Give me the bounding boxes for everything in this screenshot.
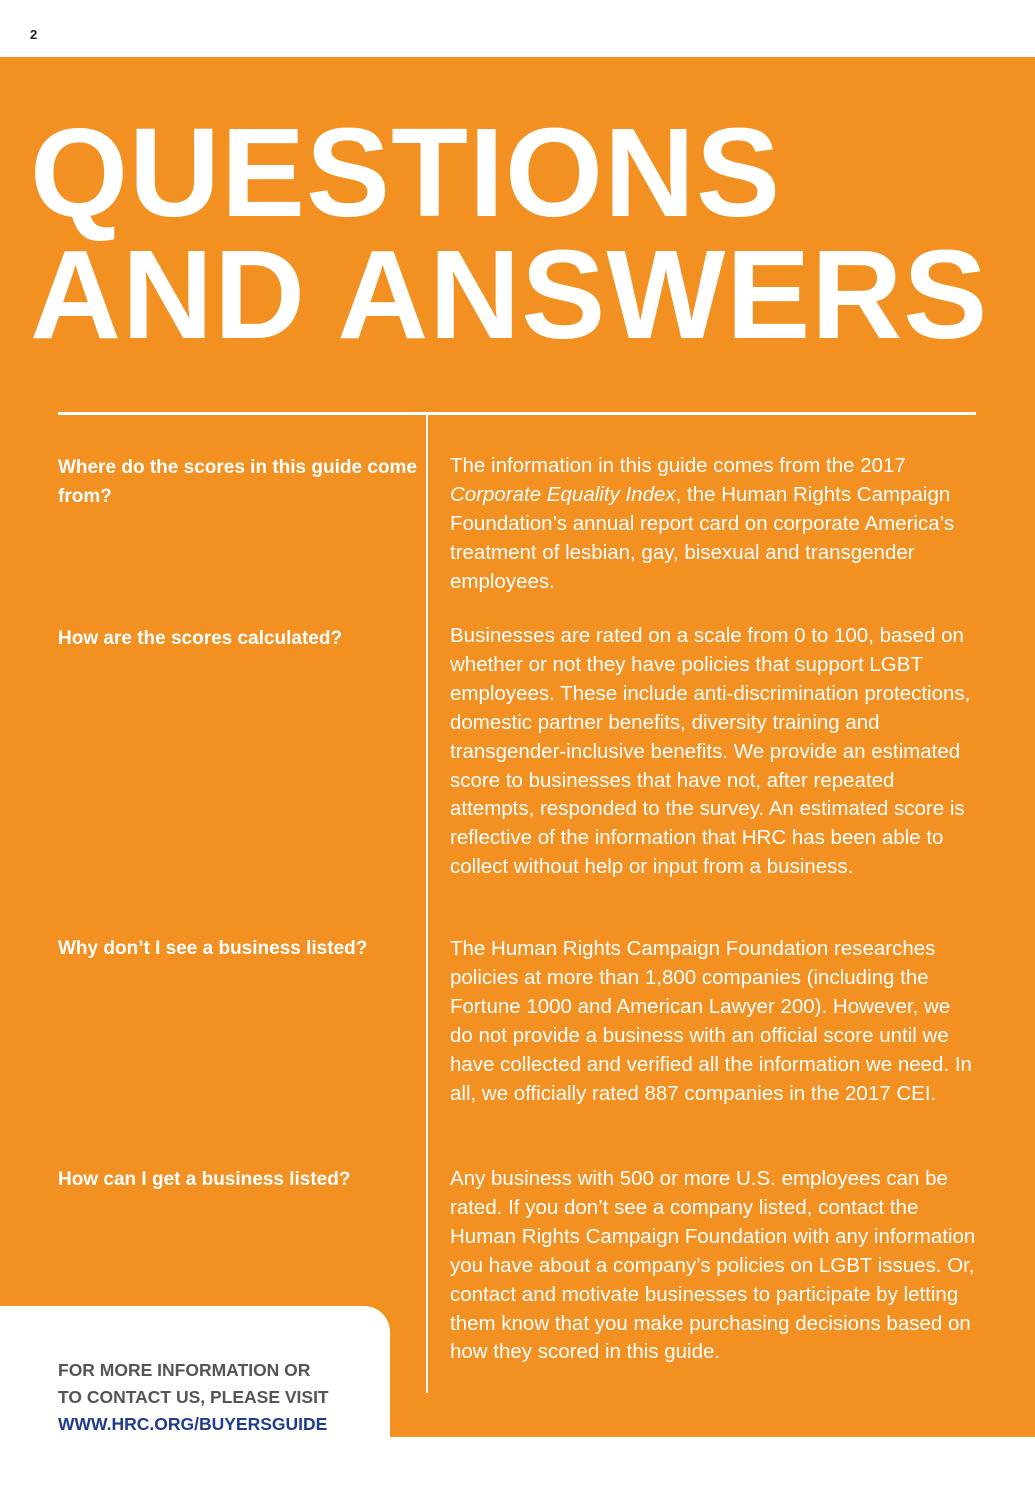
answer-4: Any business with 500 or more U.S. employees can be rated. If you don’t see a company listed, contact the Human Rights Campaign Foundation with any information you have about a company’s policies on LGBT issues. Or, contact and motivate businesses to participate by letting them know that you make purchasing decisions based on how they scored in this guide. — [450, 1167, 976, 1364]
answer-2: Businesses are rated on a scale from 0 to 100, based on whether or not they have policies that support LGBT employees. These include anti-discrimination protections, domestic partner benefits, diversity training and transgender-inclusive benefits. We provide an estimated score to businesses that have not, after repeated attempts, responded to the survey. An estimated score is reflective of the information that HRC has been able to collect without help or input from a business. — [450, 624, 971, 879]
question-2: How are the scores calculated? — [58, 628, 343, 649]
horizontal-divider — [58, 412, 976, 415]
answer-1-italic-title: Corporate Equality Index — [450, 482, 676, 506]
question-1: Where do the scores in this guide come from? — [58, 457, 417, 507]
answer-1-text-b: , the Human Rights Campaign Foundation’s annual report card on corporate America’s treatment of lesbian, gay, bisexual and transgender employees. — [450, 482, 955, 593]
answer-1 — [450, 452, 978, 597]
question-4: How can I get a business listed? — [58, 1169, 351, 1190]
contact-line-1: FOR MORE INFORMATION OR — [58, 1360, 311, 1380]
answer-3: The Human Rights Campaign Foundation researches policies at more than 1,800 companies (including the Fortune 1000 and American Lawyer 200). However, we do not provide a business with an official score until we have collected and verified all the information we need. In all, we officially rated 887 companies in the 2017 CEI. — [450, 937, 972, 1105]
contact-info — [58, 1357, 329, 1438]
page-number: 2 — [30, 27, 38, 42]
question-3: Why don’t I see a business listed? — [58, 938, 368, 959]
page-title — [30, 102, 989, 365]
page-title-line-1: QUESTIONS — [30, 102, 782, 243]
answer-1-text-a: The information in this guide comes from the 2017 — [450, 454, 906, 477]
column-divider — [426, 415, 428, 1393]
contact-line-2: TO CONTACT US, PLEASE VISIT — [58, 1387, 329, 1407]
buyers-guide-link[interactable]: WWW.HRC.ORG/BUYERSGUIDE — [58, 1414, 328, 1434]
page-title-line-2: AND ANSWERS — [30, 224, 989, 365]
